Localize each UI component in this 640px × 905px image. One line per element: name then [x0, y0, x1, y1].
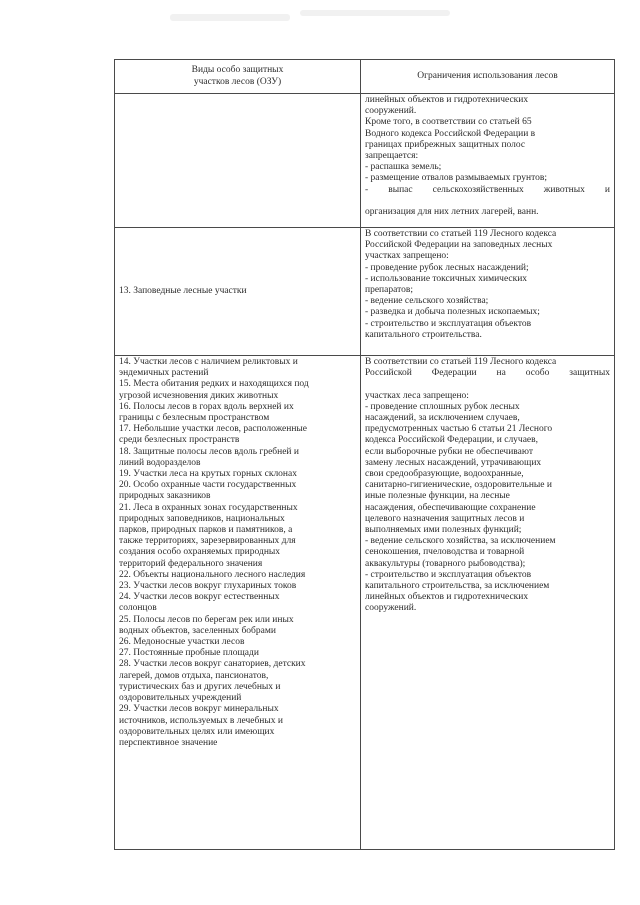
text-line: природных заповедников, национальных: [119, 513, 285, 524]
zone-types-cell: [115, 356, 361, 850]
text-line: насаждений, за исключением случаев,: [365, 413, 520, 424]
text-line: 27. Постоянные пробные площади: [119, 648, 259, 659]
text-line: туристических баз и других лечебных и: [119, 681, 281, 692]
header-zone-types-line: участков лесов (ОЗУ): [193, 76, 282, 87]
text-line: 23. Участки лесов вокруг глухариных токов: [119, 581, 297, 592]
scan-artifact: [300, 10, 450, 16]
text-line: оздоровительных учреждений: [119, 693, 242, 704]
text-line: В соответствии со статьей 119 Лесного кодекса: [365, 229, 557, 239]
text-line: 24. Участки лесов вокруг естественных: [119, 592, 280, 603]
text-line: иные полезные функции, на лесные: [365, 491, 510, 502]
scan-artifact: [170, 14, 290, 21]
header-zone-types: [115, 60, 361, 94]
text-line: кодекса Российской Федерации, и случаев,: [365, 435, 539, 446]
text-line: угрозой исчезновения диких животных: [119, 390, 279, 401]
text-line: 20. Особо охранные части государственных: [119, 480, 297, 491]
text-line: - строительство и эксплуатация объектов: [365, 569, 532, 580]
text-line: - ведение сельского хозяйства;: [365, 296, 489, 307]
text-line: источников, используемых в лечебных и: [119, 715, 283, 726]
text-line: Российской Федерации на особо защитных: [365, 368, 610, 379]
text-line: 29. Участки лесов вокруг минеральных: [119, 704, 279, 715]
empty-cell: [115, 94, 361, 228]
text-line: В соответствии со статьей 119 Лесного кодекса: [365, 357, 557, 367]
text-line: среди безлесных пространств: [119, 435, 240, 446]
text-line: участках запрещено:: [365, 251, 449, 262]
text-line: целевого назначения защитных лесов и: [365, 513, 525, 524]
table-row-continued: [115, 94, 615, 228]
text-line: 22. Объекты национального лесного наследия: [119, 569, 306, 580]
text-line: 21. Леса в охранных зонах государственных: [119, 502, 298, 513]
header-zone-types-line: Виды особо защитных: [191, 65, 284, 76]
text-line: 18. Защитные полосы лесов вдоль гребней и: [119, 446, 299, 457]
text-line: - распашка земель;: [365, 162, 442, 173]
restrictions-cell: [361, 94, 615, 228]
text-line: 15. Места обитания редких и находящихся под: [119, 379, 309, 390]
text-line: - проведение сплошных рубок лесных: [365, 401, 520, 412]
text-line: парков, природных парков и памятников, а: [119, 525, 293, 536]
text-line: аквакультуры (товарного рыбоводства);: [365, 558, 526, 569]
text-line: сенокошения, пчеловодства и товарной: [365, 547, 525, 558]
text-line: - использование токсичных химических: [365, 273, 528, 284]
text-line: границах прибрежных защитных полос: [365, 139, 526, 150]
text-line: 25. Полосы лесов по берегам рек или иных: [119, 614, 294, 625]
text-line: запрещается:: [365, 151, 419, 162]
text-line: препаратов;: [365, 285, 413, 296]
text-line: сооружений.: [365, 106, 417, 117]
text-line: - выпас сельскохозяйственных животных и: [365, 184, 610, 195]
text-line: свои средообразующие, водоохранные,: [365, 469, 524, 480]
text-line: перспективное значение: [119, 737, 218, 748]
text-line: линейных объектов и гидротехнических: [365, 592, 529, 603]
text-line: - строительство и эксплуатация объектов: [365, 318, 532, 329]
text-line: капитального строительства, за исключением: [365, 581, 550, 592]
text-line: линейных объектов и гидротехнических: [365, 95, 529, 105]
text-line: также территориях, зарезервированных для: [119, 536, 296, 547]
text-line: 26. Медоносные участки лесов: [119, 637, 245, 648]
text-line: 17. Небольшие участки лесов, расположенные: [119, 424, 308, 435]
text-line: границы с безлесным пространством: [119, 413, 270, 424]
text-line: - разведка и добыча полезных ископаемых;: [365, 307, 540, 318]
text-line: линий водоразделов: [119, 457, 201, 468]
text-line: сооружений.: [365, 603, 417, 614]
text-line: создания особо охраняемых природных: [119, 547, 281, 558]
table-row-protective-zones: [115, 356, 615, 850]
text-line: водных объектов, заселенных бобрами: [119, 625, 276, 636]
text-line: Кроме того, в соответствии со статьей 65: [365, 117, 532, 128]
text-line: Российской Федерации на заповедных лесных: [365, 240, 553, 251]
text-line: насаждения, обеспечивающие сохранение: [365, 502, 536, 513]
text-line: природных заказников: [119, 491, 211, 502]
text-line: солонцов: [119, 603, 157, 614]
text-line: 14. Участки лесов с наличием реликтовых и: [119, 357, 298, 367]
text-line: санитарно-гигиенические, оздоровительные и: [365, 480, 552, 491]
text-line: территорий федерального значения: [119, 558, 263, 569]
text-line: 19. Участки леса на крутых горных склонах: [119, 469, 297, 480]
text-line: лагерей, домов отдыха, пансионатов,: [119, 670, 269, 681]
text-line: участках леса запрещено:: [365, 390, 469, 401]
text-line: - проведение рубок лесных насаждений;: [365, 262, 529, 273]
restrictions-table: [114, 59, 615, 850]
text-line: капитального строительства.: [365, 329, 482, 340]
text-line: 16. Полосы лесов в горах вдоль верхней их: [119, 401, 294, 412]
header-restrictions: Ограничения использования лесов: [361, 60, 615, 94]
text-line: оздоровительных целях или имеющих: [119, 726, 275, 737]
text-line: организация для них летних лагерей, ванн.: [365, 207, 539, 218]
text-line: замену лесных насаждений, утрачивающих: [365, 457, 542, 468]
restrictions-cell: [361, 356, 615, 850]
table-row-reserved-forest: [115, 228, 615, 356]
zone-type-cell: 13. Заповедные лесные участки: [115, 228, 361, 356]
text-line: 28. Участки лесов вокруг санаториев, детских: [119, 659, 306, 670]
table-header-row: [115, 60, 615, 94]
text-line: - ведение сельского хозяйства, за исключением: [365, 536, 556, 547]
text-line: - размещение отвалов размываемых грунтов;: [365, 173, 547, 184]
text-line: предусмотренных частью 6 статьи 21 Лесного: [365, 424, 553, 435]
text-line: если выборочные рубки не обеспечивают: [365, 446, 533, 457]
restrictions-cell: [361, 228, 615, 356]
text-line: выполняемых ими полезных функций;: [365, 525, 522, 536]
text-line: эндемичных растений: [119, 368, 209, 379]
text-line: Водного кодекса Российской Федерации в: [365, 128, 536, 139]
